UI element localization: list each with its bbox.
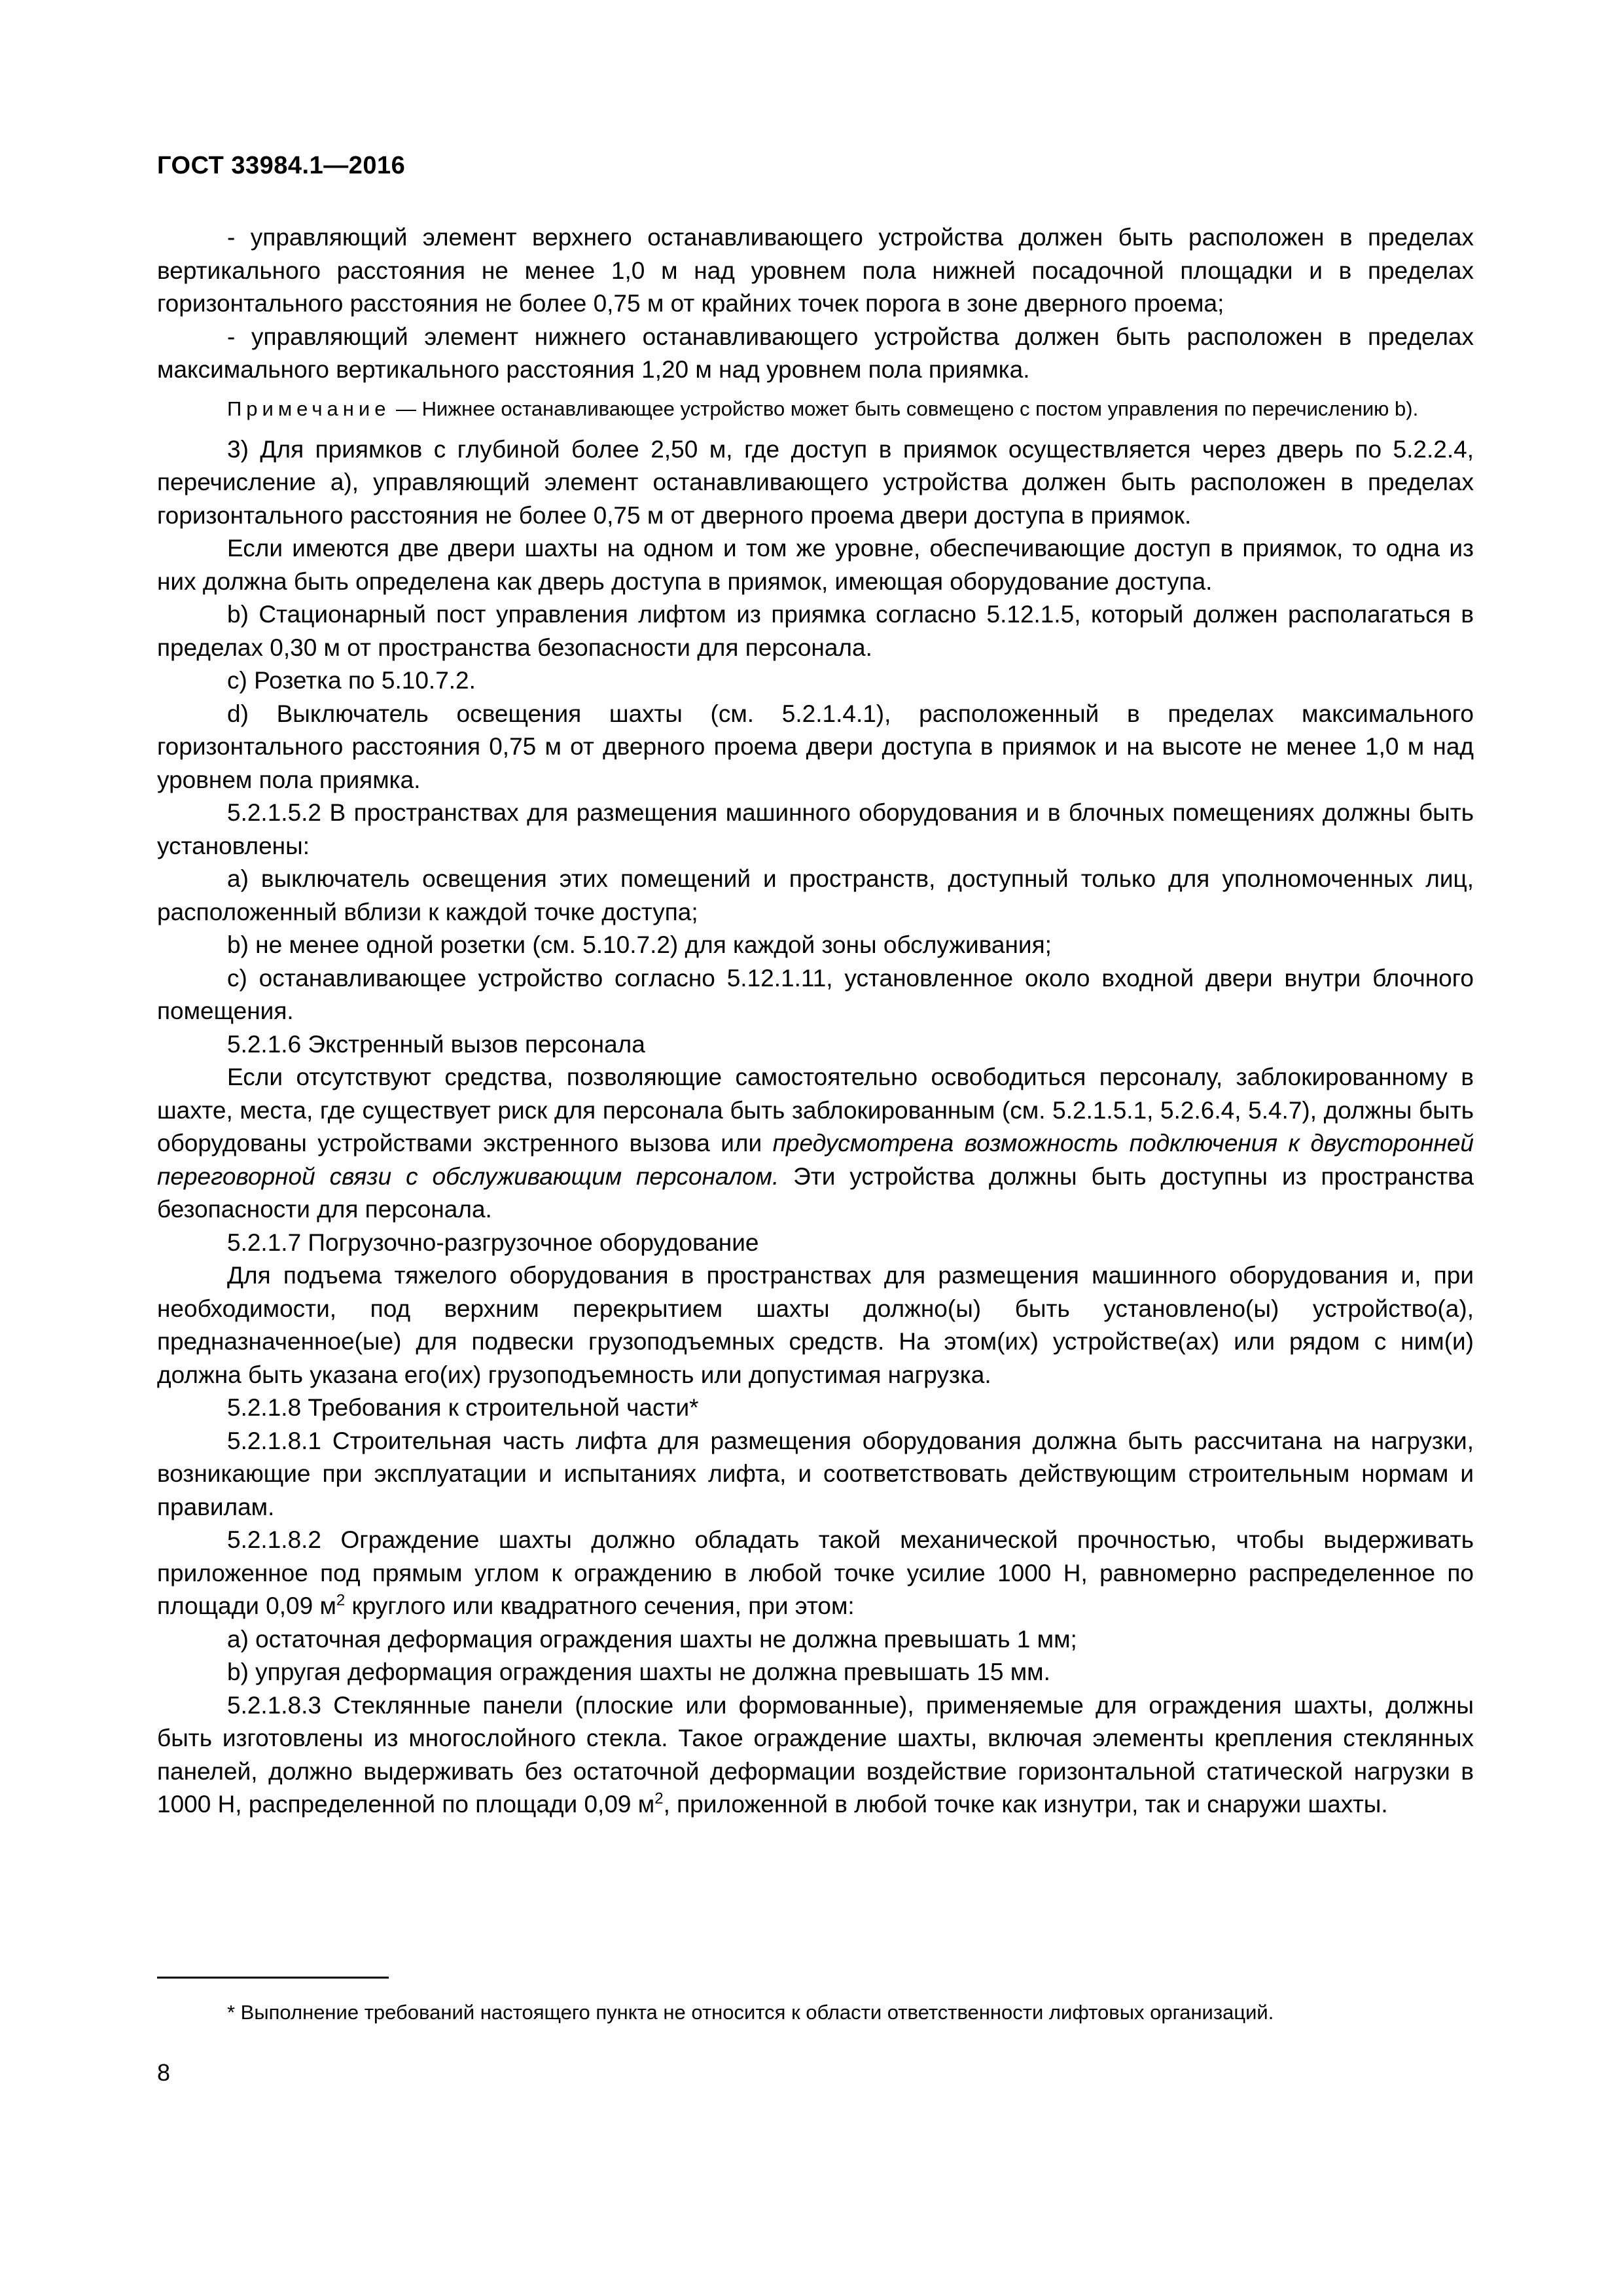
paragraph (157, 1689, 1474, 1821)
paragraph: a) остаточная деформация ограждения шахты не должна превышать 1 мм; (227, 1625, 1077, 1653)
paragraph: Для подъема тяжелого оборудования в пространствах для размещения машинного оборудования и, при необходимости, под верхним перекрытием шахты должно(ы) быть установлено(ы) устройство(а), предназначенное(ые) для подвески грузоподъемных средств. На этом(их) устройстве(ах) или рядом с ним(и) должна быть указана его(их) грузоподъемность или допустимая нагрузка. (157, 1262, 1474, 1388)
text-run: , приложенной в любой точке как изнутри, так и снаружи шахты. (663, 1791, 1388, 1818)
section-heading: 5.2.1.7 Погрузочно-разгрузочное оборудование (227, 1229, 759, 1256)
italic-text-run: предусмотрена возможность подключения к двусторонней переговорной связи с обслуживающим персоналом. (157, 1130, 1474, 1190)
paragraph: - управляющий элемент нижнего останавливающего устройства должен быть расположен в пределах максимального вертикального расстояния 1,20 м над уровнем пола приямка. (157, 323, 1474, 383)
footnote: * Выполнение требований настоящего пункта не относится к области ответственности лифтовых организаций. (227, 2001, 1274, 2024)
paragraph: d) Выключатель освещения шахты (см. 5.2.1.4.1), расположенный в пределах максимального горизонтального расстояния 0,75 м от дверного проема двери доступа в приямок и на высоте не менее 1,0 м над уровнем пола приямка. (157, 700, 1474, 793)
text-run: круглого или квадратного сечения, при этом: (345, 1592, 855, 1619)
note-label: Примечание (227, 397, 391, 420)
page-number: 8 (157, 2059, 171, 2086)
footnote-divider (157, 1977, 389, 1979)
superscript: 2 (654, 1789, 664, 1808)
paragraph: c) Розетка по 5.10.7.2. (227, 667, 476, 694)
note-text: — Нижнее останавливающее устройство может быть совмещено с постом управления по перечислению b). (390, 397, 1419, 420)
paragraph: Если имеются две двери шахты на одном и том же уровне, обеспечивающие доступ в приямок, то одна из них должна быть определена как дверь доступа в приямок, имеющая оборудование доступа. (157, 535, 1474, 595)
section-heading: 5.2.1.8 Требования к строительной части* (227, 1394, 699, 1421)
paragraph: 5.2.1.8.1 Строительная часть лифта для размещения оборудования должна быть рассчитана на нагрузки, возникающие при эксплуатации и испытаниях лифта, и соответствовать действующим строительным нормам и правилам. (157, 1427, 1474, 1520)
paragraph: c) останавливающее устройство согласно 5.12.1.11, установленное около входной двери внутри блочного помещения. (157, 964, 1474, 1024)
section-heading: 5.2.1.6 Экстренный вызов персонала (227, 1030, 645, 1058)
paragraph (157, 1524, 1474, 1623)
text-run: Эти устройства должны быть доступны из пространства безопасности для персонала. (157, 1162, 1474, 1223)
paragraph: b) Стационарный пост управления лифтом из приямка согласно 5.12.1.5, который должен располагаться в пределах 0,30 м от пространства безопасности для персонала. (157, 601, 1474, 661)
text-run: Если отсутствуют средства, позволяющие самостоятельно освободиться персоналу, заблокированному в шахте, места, где существует риск для персонала быть заблокированным (см. 5.2.1.5.1, 5.2.6.4, 5.4.7), должны быть оборудованы устройствами экстренного вызова или (157, 1064, 1474, 1157)
document-body (157, 221, 1474, 1821)
paragraph: 3) Для приямков с глубиной более 2,50 м, где доступ в приямок осуществляется через дверь по 5.2.2.4, перечисление а), управляющий элемент останавливающего устройства должен быть расположен в пределах горизонтального расстояния не более 0,75 м от дверного проема двери доступа в приямок. (157, 435, 1474, 529)
paragraph: - управляющий элемент верхнего останавливающего устройства должен быть расположен в пределах вертикального расстояния не менее 1,0 м над уровнем пола нижней посадочной площадки и в пределах горизонтального расстояния не более 0,75 м от крайних точек порога в зоне дверного проема; (157, 224, 1474, 317)
paragraph: b) не менее одной розетки (см. 5.10.7.2) для каждой зоны обслуживания; (227, 931, 1052, 958)
paragraph (157, 1061, 1474, 1227)
paragraph: b) упругая деформация ограждения шахты не должна превышать 15 мм. (227, 1659, 1050, 1685)
paragraph: 5.2.1.5.2 В пространствах для размещения машинного оборудования и в блочных помещениях должны быть установлены: (157, 799, 1474, 859)
text-run: 5.2.1.8.2 Ограждение шахты должно обладать такой механической прочностью, чтобы выдерживать приложенное под прямым углом к ограждению в любой точке усилие 1000 Н, равномерно распределенное по площади 0,09 м (157, 1526, 1474, 1619)
text-run: 5.2.1.8.3 Стеклянные панели (плоские или формованные), применяемые для ограждения шахты, должны быть изготовлены из многослойного стекла. Такое ограждение шахты, включая элементы крепления стеклянных панелей, должно выдерживать без остаточной деформации воздействие горизонтальной статической нагрузки в 1000 Н, распределенной по площади 0,09 м (157, 1691, 1474, 1818)
note (157, 395, 1474, 423)
page-header: ГОСТ 33984.1—2016 (157, 152, 406, 179)
paragraph: a) выключатель освещения этих помещений и пространств, доступный только для уполномоченных лиц, расположенный вблизи к каждой точке доступа; (157, 865, 1474, 925)
superscript: 2 (336, 1591, 346, 1609)
